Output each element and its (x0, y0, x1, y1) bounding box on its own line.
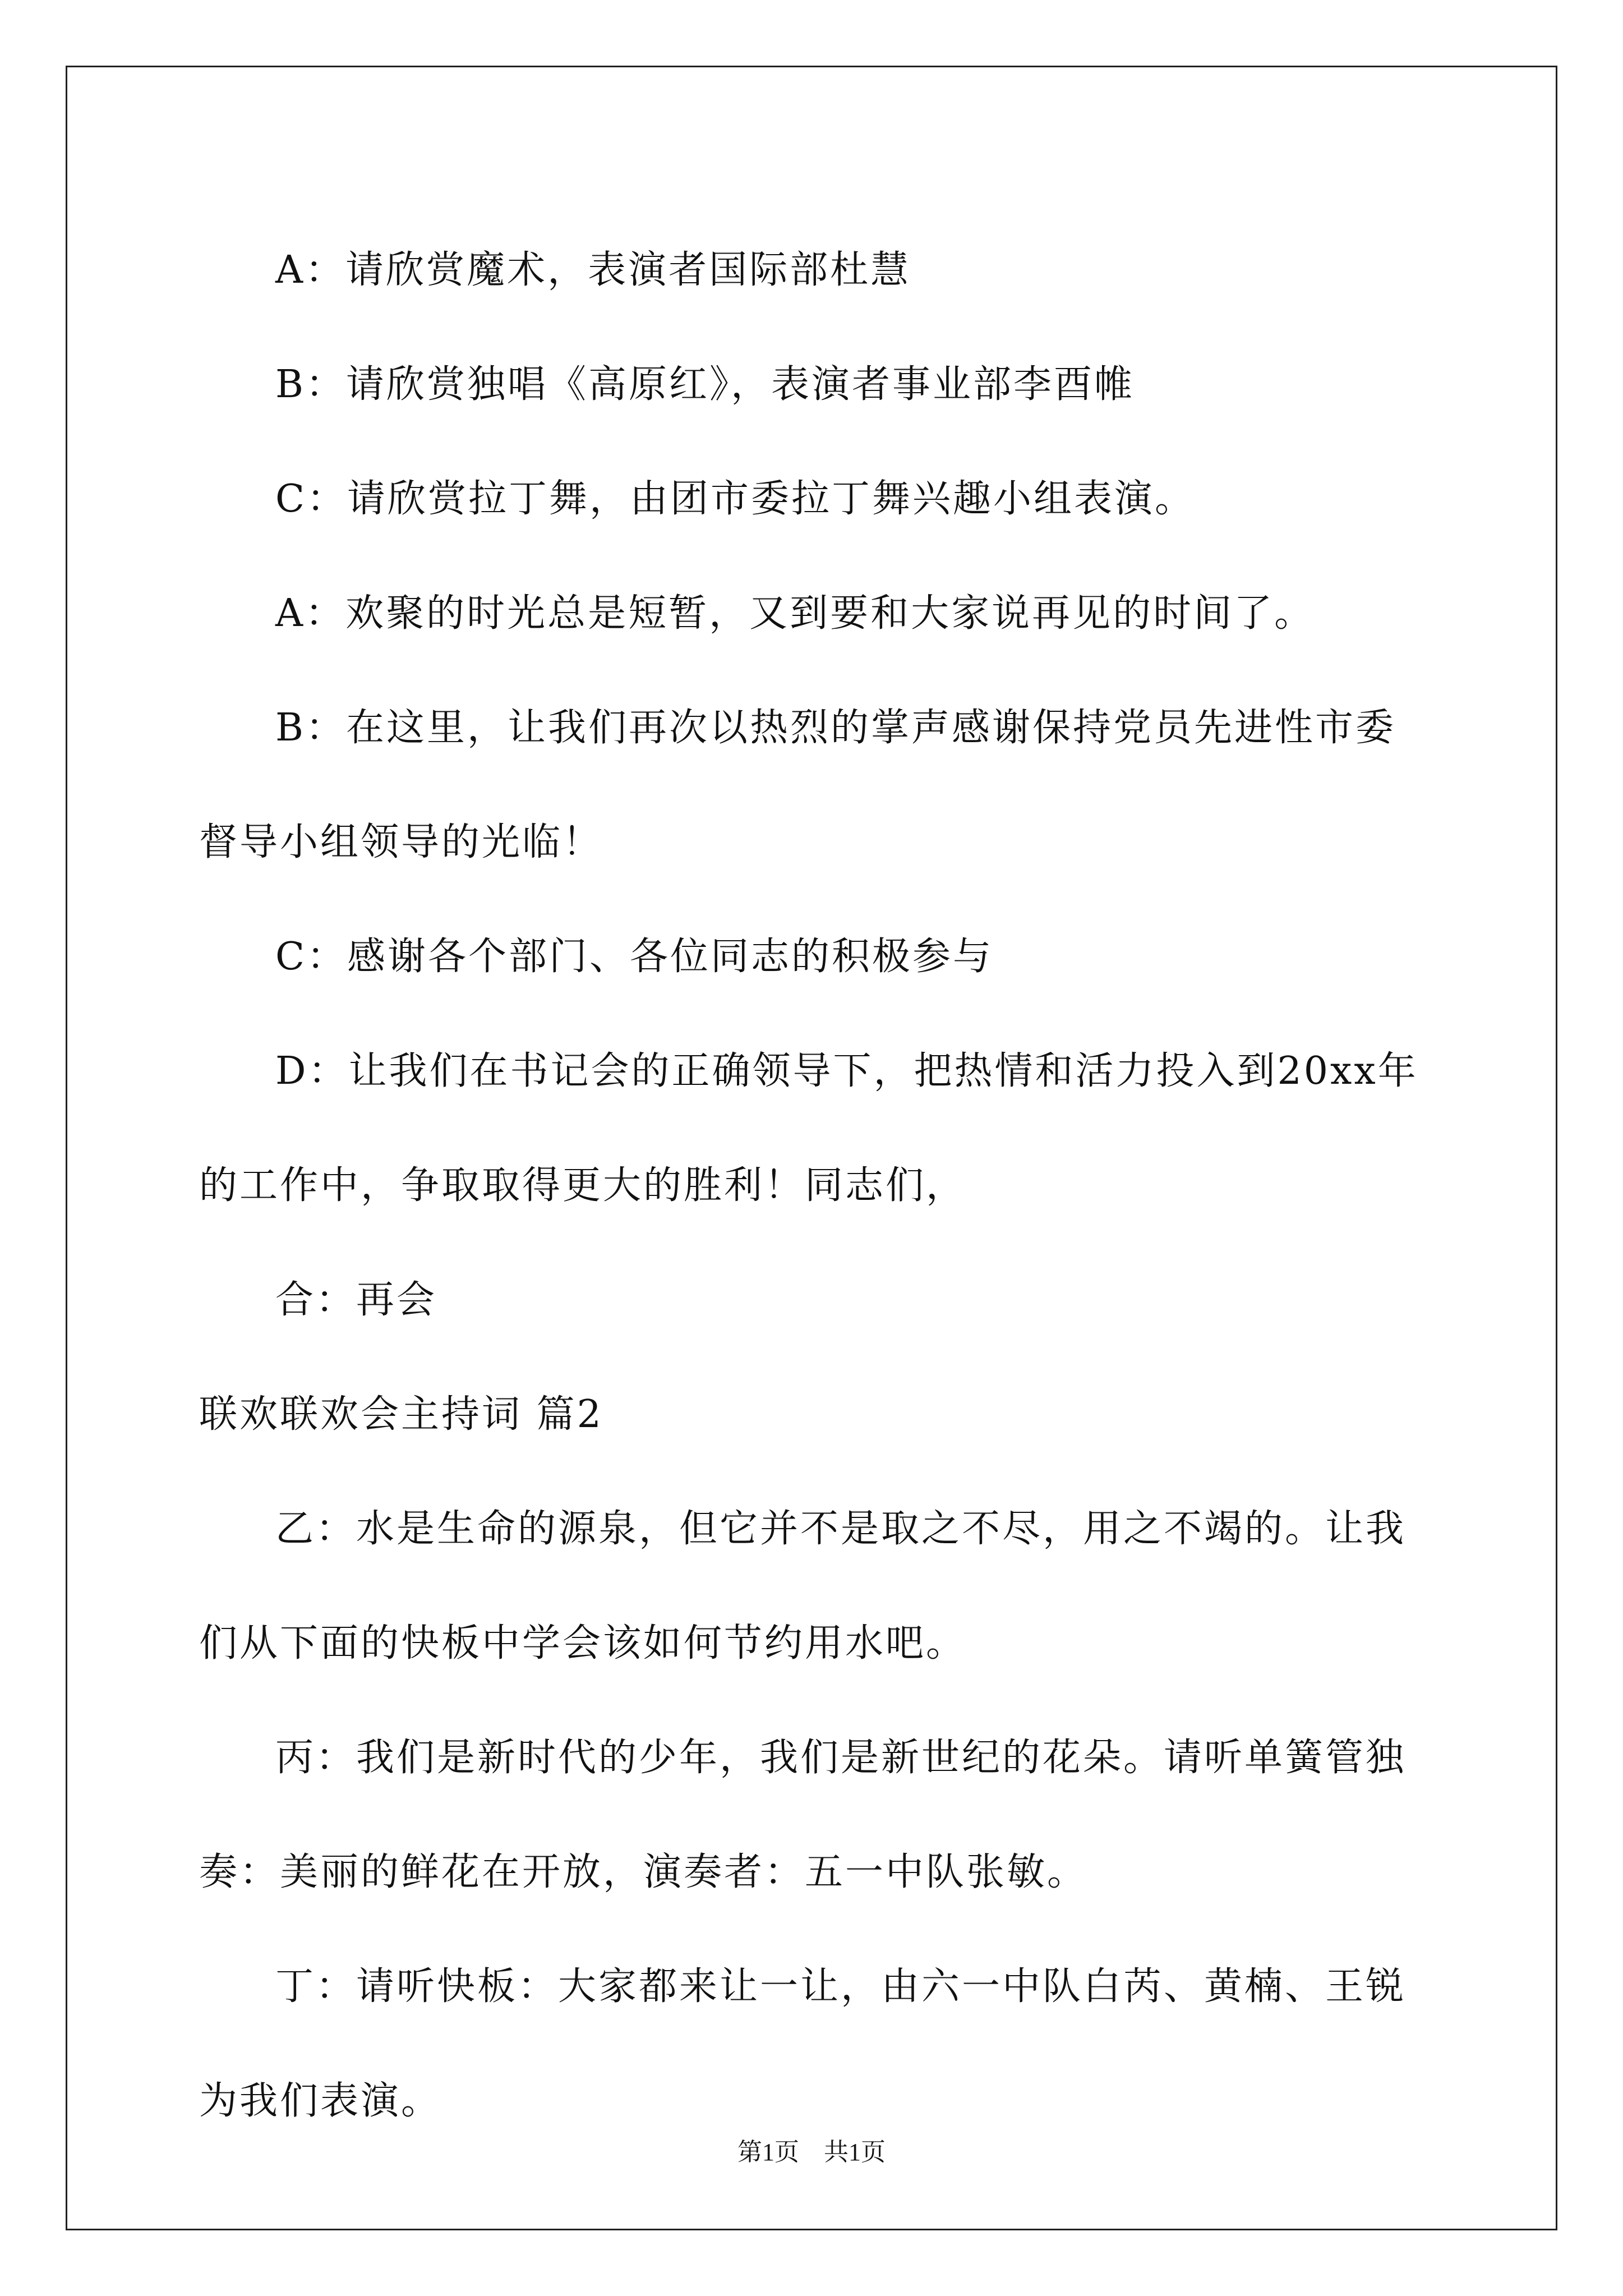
page-footer: 第1页 共1页 (737, 2138, 886, 2166)
paragraph-clarinet: 丙：我们是新时代的少年，我们是新世纪的花朵。请听单簧管独奏：美丽的鲜花在开放，演奏者：五一中队张敏。 (199, 1736, 1407, 1894)
paragraph-goodbye: 合：再会 (275, 1278, 437, 1322)
paragraph-solo-song: B：请欣赏独唱《高原红》，表演者事业部李酉帷 (275, 362, 1135, 407)
document-body (199, 213, 1433, 2159)
paragraph-thanks-departments: C：感谢各个部门、各位同志的积极参与 (275, 935, 994, 979)
paragraph-closing-call: D：让我们在书记会的正确领导下，把热情和活力投入到20xx年的工作中，争取取得更大的胜利！同志们， (199, 1049, 1418, 1208)
paragraph-thanks-leaders: B：在这里，让我们再次以热烈的掌声感谢保持党员先进性市委督导小组领导的光临！ (199, 706, 1396, 864)
paragraph-kuaiban: 丁：请听快板：大家都来让一让，由六一中队白芮、黄楠、王锐为我们表演。 (199, 1964, 1407, 2123)
paragraph-water: 乙：水是生命的源泉，但它并不是取之不尽，用之不竭的。让我们从下面的快板中学会该如何节约用水吧。 (199, 1507, 1407, 1665)
paragraph-farewell: A：欢聚的时光总是短暂，又到要和大家说再见的时间了。 (275, 591, 1315, 636)
paragraph-magic: A：请欣赏魔术，表演者国际部杜慧 (275, 248, 911, 292)
section-heading: 联欢联欢会主持词 篇2 (199, 1392, 603, 1437)
paragraph-latin-dance: C：请欣赏拉丁舞，由团市委拉丁舞兴趣小组表演。 (275, 477, 1196, 521)
